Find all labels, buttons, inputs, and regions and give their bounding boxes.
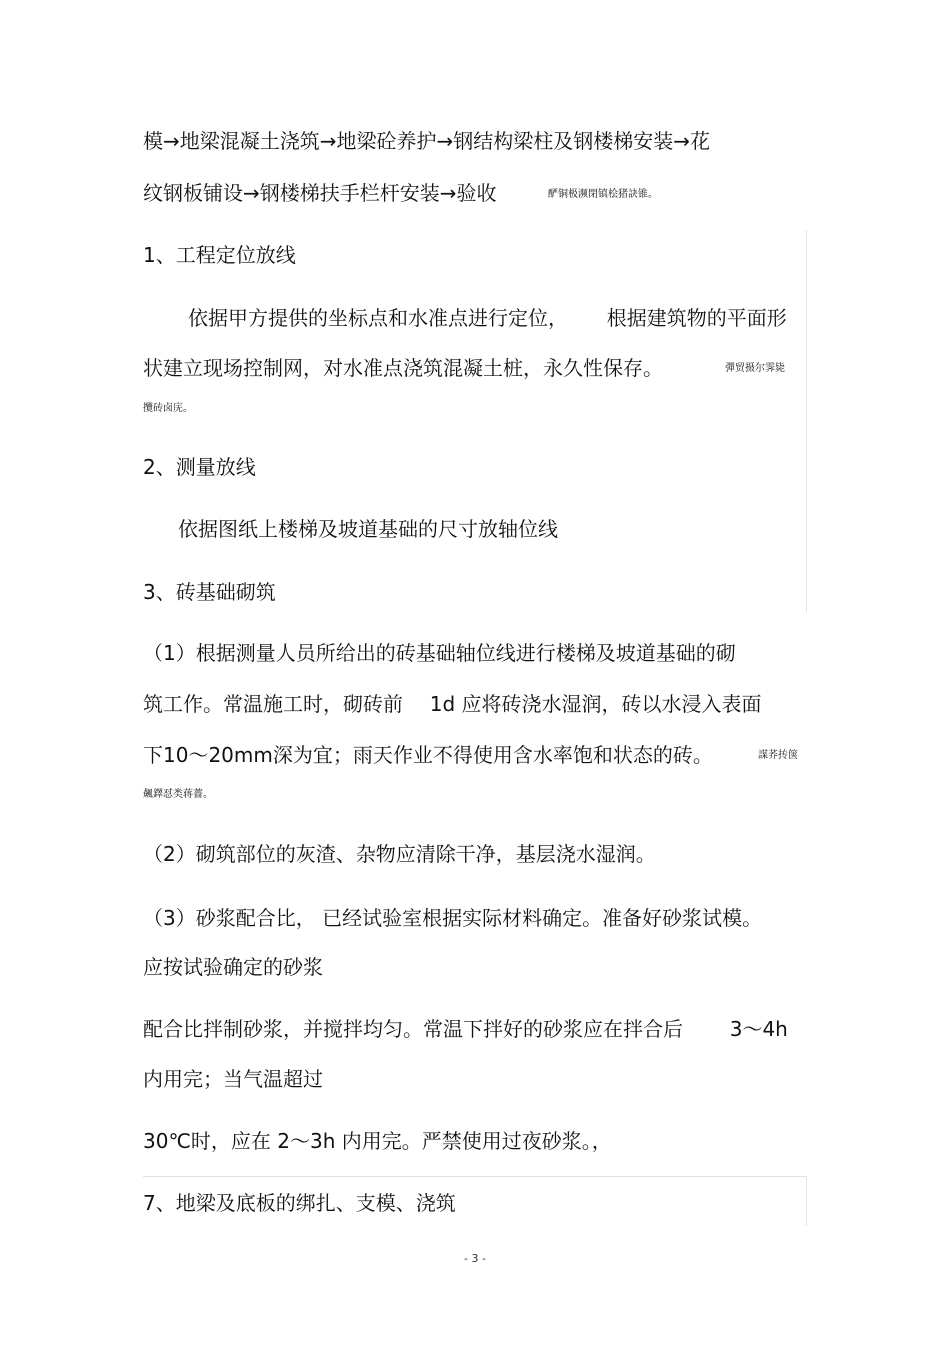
section7-heading: 7、地梁及底板的绑扎、支模、浇筑	[143, 1191, 456, 1215]
section2-text: 依据图纸上楼梯及坡道基础的尺寸放轴位线	[178, 517, 558, 541]
section1-note2: 攬砖卤庑。	[143, 403, 193, 414]
section3-item1-line3: 下10～20mm深为宜；雨天作业不得使用含水率饱和状态的砖。	[143, 743, 713, 767]
section1-text-line1	[188, 305, 787, 331]
section1-text-line2: 状建立现场控制网，对水准点浇筑混凝土桩，永久性保存。	[143, 356, 663, 380]
section1-heading: 1、工程定位放线	[143, 243, 296, 267]
section3-item3-line5: 30℃时，应在 2～3h 内用完。严禁使用过夜砂浆。，	[143, 1129, 612, 1153]
section3-item1-line2-b: 1d 应将砖浇水湿润，砖以水浸入表面	[429, 692, 762, 716]
section3-heading: 3、砖基础砌筑	[143, 580, 276, 604]
intro-note: 酽铜极濒閉镇桧猪訣锥。	[548, 189, 658, 200]
section3-item3-line4: 内用完；当气温超过	[143, 1067, 323, 1091]
section3-item1-note1: 謀荞抟箧	[758, 750, 798, 761]
page-number: - 3 -	[464, 1252, 486, 1265]
section3-item2: （2）砌筑部位的灰渣、杂物应清除干净，基层浇水湿润。	[143, 842, 656, 866]
box-border-right-section7	[806, 1176, 807, 1226]
box-border-top-section7	[143, 1176, 807, 1177]
section3-item3-line1: （3）砂浆配合比， 已经试验室根据实际材料确定。准备好砂浆试模。	[143, 906, 763, 930]
section3-item3-line3-a: 配合比拌制砂浆，并搅拌均匀。常温下拌好的砂浆应在拌合后	[143, 1017, 683, 1041]
box-border-right	[806, 230, 807, 612]
section3-item3-line3-b: 3～4h	[729, 1017, 788, 1041]
intro-line-2-text: 纹钢板铺设→钢楼梯扶手栏杆安装→验收	[143, 181, 497, 205]
section1-text-line1-a: 依据甲方提供的坐标点和水准点进行定位，	[188, 306, 568, 330]
section3-item3-line3	[143, 1016, 788, 1042]
section3-item1-line2	[143, 691, 762, 717]
intro-line-1: 模→地梁混凝土浇筑→地梁砼养护→钢结构梁柱及钢楼梯安装→花	[143, 129, 711, 153]
section1-note1: 彈贸摄尔霁毙	[725, 363, 785, 374]
intro-line-2	[143, 180, 497, 206]
section3-item3-line2: 应按试验确定的砂浆	[143, 955, 323, 979]
section3-item1-note2: 飆鐸怼类蒋薔。	[143, 789, 213, 800]
section3-item1-line2-a: 筑工作。常温施工时，砌砖前	[143, 692, 403, 716]
section3-item1-line1: （1）根据测量人员所给出的砖基础轴位线进行楼梯及坡道基础的砌	[143, 641, 736, 665]
section1-text-line1-b: 根据建筑物的平面形	[606, 306, 787, 330]
section2-heading: 2、测量放线	[143, 455, 256, 479]
